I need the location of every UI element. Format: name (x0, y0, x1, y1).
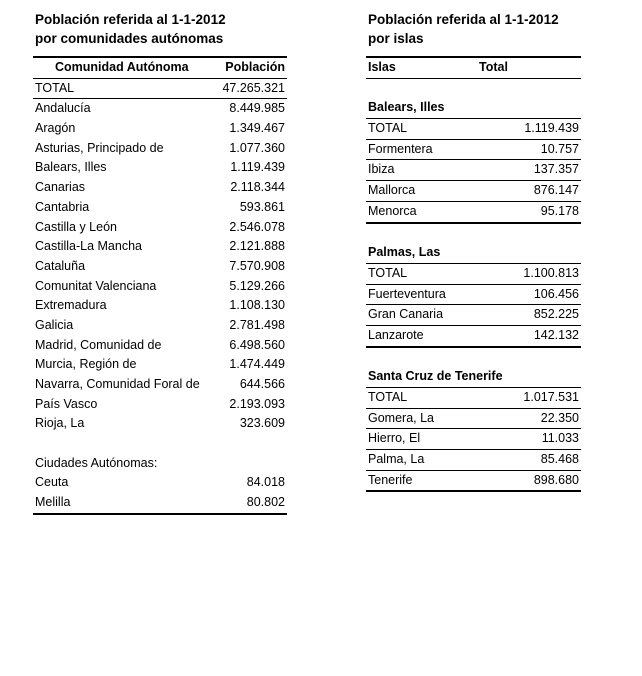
row-name: TOTAL (368, 265, 408, 280)
row-name: Tenerife (368, 472, 413, 487)
blank-row (366, 348, 581, 368)
row-value: 1.474.449 (229, 357, 285, 372)
row-name: Navarra, Comunidad Foral de (35, 377, 200, 391)
island-row (366, 326, 581, 348)
island-row (366, 202, 581, 224)
header-community: Comunidad Autónoma (55, 60, 189, 74)
row-name: Formentera (368, 141, 433, 156)
right-title-line2: por islas (368, 31, 424, 46)
row-name: Castilla y León (35, 219, 117, 234)
row-name: Aragón (35, 121, 76, 136)
row-value: 2.546.078 (229, 219, 285, 234)
row-value: 106.456 (533, 286, 579, 301)
ciudad-row (33, 493, 287, 513)
communities-table (33, 56, 287, 515)
row-value: 80.802 (246, 495, 285, 510)
row-name: Murcia, Región de (35, 357, 137, 372)
islands-table (366, 56, 581, 492)
island-total-row (366, 388, 581, 409)
island-row (366, 181, 581, 202)
island-total-row (366, 264, 581, 285)
row-name: Cataluña (35, 258, 86, 273)
community-row (33, 395, 287, 415)
ciudad-row (33, 473, 287, 493)
row-value: 10.757 (540, 141, 579, 156)
row-value: 1.100.813 (523, 265, 579, 280)
row-name: TOTAL (368, 121, 408, 136)
row-name: Mallorca (368, 183, 416, 198)
row-value: 2.193.093 (229, 396, 285, 411)
community-row (33, 237, 287, 257)
ciudades-label: Ciudades Autónomas: (35, 455, 158, 470)
row-name: País Vasco (35, 396, 98, 411)
row-name: Ceuta (35, 475, 69, 490)
community-row (33, 316, 287, 336)
group-name: Santa Cruz de Tenerife (368, 369, 503, 384)
left-title-line2: por comunidades autónomas (35, 31, 224, 46)
row-name: Cantabria (35, 199, 90, 214)
community-row (33, 336, 287, 356)
community-row (33, 139, 287, 159)
group-name: Balears, Illes (368, 100, 445, 115)
row-value: 137.357 (533, 162, 579, 177)
row-value: 142.132 (533, 327, 579, 342)
island-group-title (366, 367, 581, 388)
islands-table-header (366, 56, 581, 79)
right-title (368, 10, 559, 48)
row-value: 95.178 (540, 203, 579, 218)
left-title-line1: Población referida al 1-1-2012 (35, 12, 226, 27)
row-value: 5.129.266 (229, 278, 285, 293)
island-row (366, 450, 581, 471)
row-value: 2.118.344 (230, 180, 285, 195)
row-value: 1.119.439 (230, 160, 285, 175)
island-row (366, 471, 581, 493)
community-row (33, 355, 287, 375)
group-name: Palmas, Las (368, 245, 441, 260)
communities-rows (33, 99, 287, 434)
row-name: Castilla-La Mancha (35, 239, 142, 254)
row-value: 2.781.498 (229, 317, 285, 332)
row-value: 8.449.985 (229, 101, 285, 116)
row-value: 644.566 (239, 377, 285, 391)
row-value: 47.265.321 (222, 80, 285, 95)
islands-groups (366, 79, 581, 493)
island-total-row (366, 119, 581, 140)
communities-table-header (33, 56, 287, 79)
row-value: 84.018 (246, 475, 285, 490)
header-population: Población (225, 60, 285, 74)
community-row (33, 218, 287, 238)
left-title (35, 10, 226, 48)
row-value: 1.349.467 (229, 121, 285, 136)
row-value: 323.609 (239, 416, 285, 431)
blank-row (33, 434, 287, 454)
row-name: Canarias (35, 180, 86, 195)
row-name: Fuerteventura (368, 286, 446, 301)
community-row (33, 158, 287, 178)
community-row (33, 119, 287, 139)
row-name: Palma, La (368, 452, 425, 467)
row-name: Rioja, La (35, 416, 85, 431)
row-name: Menorca (368, 203, 417, 218)
row-name: Gran Canaria (368, 307, 444, 322)
row-value: 7.570.908 (229, 258, 285, 273)
row-name: Andalucía (35, 101, 91, 116)
island-row (366, 305, 581, 326)
community-row (33, 414, 287, 434)
row-name: TOTAL (35, 80, 75, 95)
community-row (33, 296, 287, 316)
row-name: Galicia (35, 317, 74, 332)
community-row (33, 178, 287, 198)
row-name: Lanzarote (368, 327, 424, 342)
row-name: Balears, Illes (35, 160, 107, 175)
row-value: 593.861 (239, 199, 285, 214)
row-value: 876.147 (533, 183, 579, 198)
row-name: Melilla (35, 495, 71, 510)
row-value: 2.121.888 (229, 239, 285, 254)
blank-row (366, 224, 581, 244)
row-value: 1.017.531 (523, 390, 579, 404)
island-row (366, 160, 581, 181)
ciudades-rows (33, 473, 287, 514)
island-group-title (366, 243, 581, 264)
row-value: 1.119.439 (524, 121, 579, 136)
row-value: 1.108.130 (229, 298, 285, 313)
community-row (33, 277, 287, 297)
row-name: Ibiza (368, 162, 395, 177)
row-value: 22.350 (540, 410, 579, 425)
row-value: 1.077.360 (229, 140, 285, 155)
row-name: Comunitat Valenciana (35, 278, 157, 293)
row-name: Gomera, La (368, 410, 435, 425)
right-title-line1: Población referida al 1-1-2012 (368, 12, 559, 27)
row-value: 11.033 (541, 431, 579, 446)
row-name: Hierro, El (368, 431, 421, 446)
island-row (366, 285, 581, 306)
communities-total-row (33, 79, 287, 100)
row-name: TOTAL (368, 390, 408, 404)
community-row (33, 257, 287, 277)
island-row (366, 429, 581, 450)
community-row (33, 375, 287, 395)
row-name: Madrid, Comunidad de (35, 337, 162, 352)
ciudades-label-row (33, 454, 287, 474)
row-value: 6.498.560 (229, 337, 285, 352)
row-value: 85.468 (540, 452, 579, 467)
row-value: 852.225 (533, 307, 579, 322)
row-name: Extremadura (35, 298, 107, 313)
island-group-title (366, 98, 581, 119)
header-total: Total (479, 60, 508, 74)
row-name: Asturias, Principado de (35, 140, 164, 155)
community-row (33, 99, 287, 119)
island-row (366, 409, 581, 430)
community-row (33, 198, 287, 218)
island-row (366, 140, 581, 161)
blank-row (366, 79, 581, 99)
header-islands: Islas (368, 60, 396, 74)
row-value: 898.680 (533, 472, 579, 487)
